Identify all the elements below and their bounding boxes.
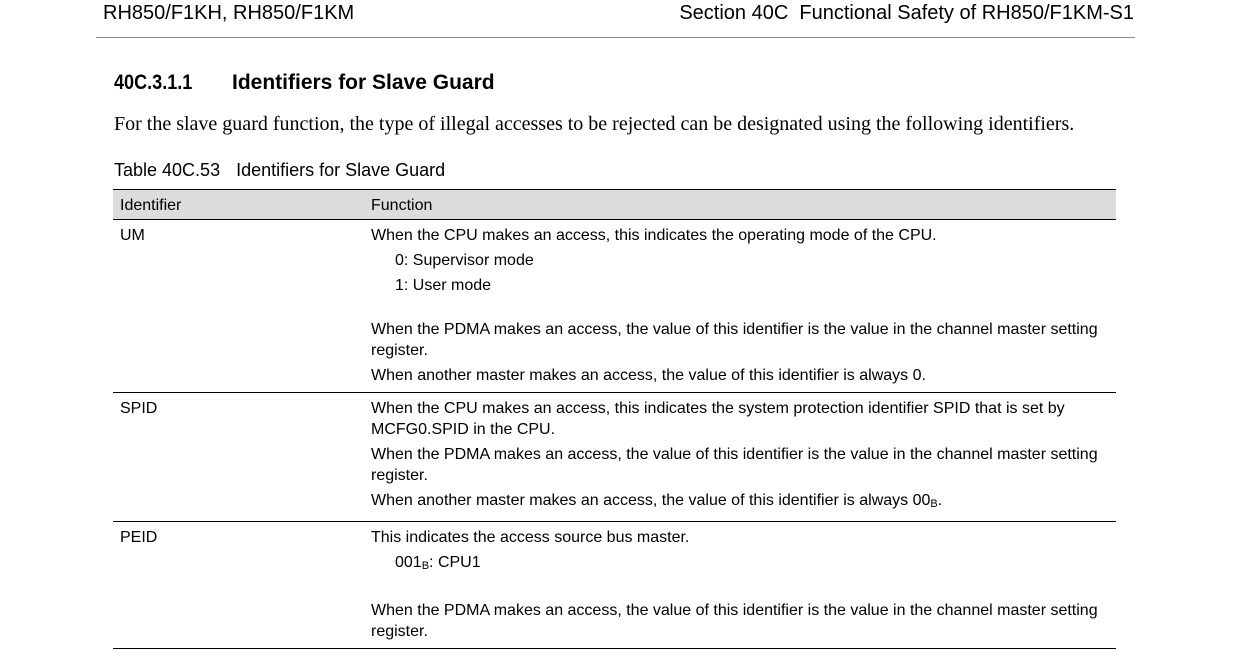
function-line: 1: User mode: [395, 277, 492, 294]
function-line: When the CPU makes an access, this indicates the system protection identifier SPID that is set by MCFG0.SPID in the CPU.: [371, 400, 1065, 438]
spacer: [371, 300, 1110, 319]
identifier-cell: PEID: [113, 522, 364, 649]
header-divider: [96, 37, 1135, 38]
table-row-spid: [113, 393, 1116, 522]
function-line: When the PDMA makes an access, the value of this identifier is the value in the channel master setting register.: [371, 321, 1098, 359]
function-line: [371, 552, 1110, 577]
column-header-function: Function: [364, 190, 1116, 220]
table-row-um: [113, 220, 1116, 393]
function-cell: [364, 393, 1116, 522]
table-caption: [114, 160, 445, 181]
identifier-cell: UM: [113, 220, 364, 393]
identifier-cell: SPID: [113, 393, 364, 522]
function-line: This indicates the access source bus master.: [371, 529, 690, 546]
function-text: .: [937, 492, 943, 509]
function-line: When the PDMA makes an access, the value of this identifier is the value in the channel master setting register.: [371, 602, 1098, 640]
section-number: 40C.3.1.1: [114, 71, 193, 94]
binary-subscript: B: [421, 560, 430, 572]
spacer: [371, 581, 1110, 600]
table-header-row: [113, 190, 1116, 220]
function-text: : CPU1: [429, 554, 481, 571]
function-line: When the CPU makes an access, this indicates the operating mode of the CPU.: [371, 227, 937, 244]
function-cell: [364, 522, 1116, 649]
function-line: [371, 490, 1110, 515]
section-title: Identifiers for Slave Guard: [232, 71, 495, 94]
running-header-product: RH850/F1KH, RH850/F1KM: [103, 2, 355, 24]
column-header-identifier: Identifier: [113, 190, 364, 220]
running-header-section: Section 40C Functional Safety of RH850/F1KM-S1: [679, 2, 1134, 24]
identifiers-table: [113, 189, 1116, 649]
function-line: 0: Supervisor mode: [395, 252, 534, 269]
function-line: When another master makes an access, the value of this identifier is always 0.: [371, 367, 926, 384]
table-caption-title: Identifiers for Slave Guard: [236, 160, 446, 180]
binary-subscript: B: [930, 498, 938, 510]
function-text: 001: [395, 554, 422, 571]
intro-paragraph: For the slave guard function, the type of illegal accesses to be rejected can be designated using the following identifiers.: [114, 113, 1075, 135]
table-row-peid: [113, 522, 1116, 649]
function-line: When the PDMA makes an access, the value of this identifier is the value in the channel master setting register.: [371, 446, 1098, 484]
table-caption-number: Table 40C.53: [114, 160, 221, 180]
function-cell: [364, 220, 1116, 393]
function-text: When another master makes an access, the value of this identifier is always 00: [371, 492, 931, 509]
